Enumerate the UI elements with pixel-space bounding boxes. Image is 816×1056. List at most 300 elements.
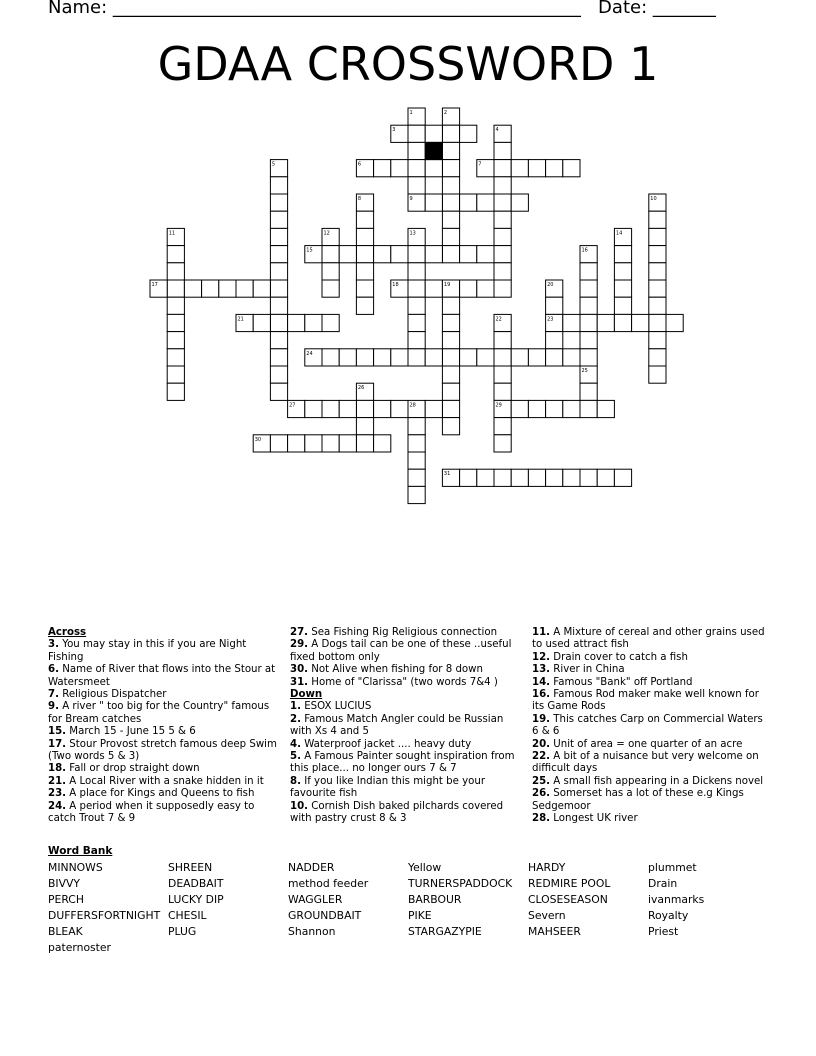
clue-text: Name of River that flows into the Stour at Watersmeet (48, 664, 276, 688)
down-clue (532, 714, 768, 739)
grid-cell[interactable] (408, 125, 425, 142)
clue-text: If you like Indian this might be your favourite fish (290, 775, 486, 800)
grid-cell[interactable] (270, 246, 287, 263)
grid-cell-number: 4 (495, 127, 499, 134)
grid-cell[interactable] (546, 400, 563, 417)
grid-cell[interactable] (649, 280, 666, 297)
grid-cell[interactable] (494, 211, 511, 228)
across-clue (290, 664, 524, 676)
down-clue (290, 801, 524, 826)
grid-cell[interactable] (288, 435, 305, 452)
grid-cell[interactable] (546, 349, 563, 366)
grid-cell[interactable] (494, 418, 511, 435)
grid-cell[interactable] (270, 383, 287, 400)
grid-cell[interactable] (356, 280, 373, 297)
grid-cell[interactable] (477, 246, 494, 263)
grid-cell[interactable] (391, 160, 408, 177)
clue-number: 11. (532, 627, 551, 638)
grid-cell[interactable] (408, 280, 425, 297)
clue-number: 15. (48, 726, 67, 738)
grid-cell[interactable] (442, 332, 459, 349)
clue-text: ESOX LUCIUS (300, 701, 372, 713)
grid-cell[interactable] (494, 263, 511, 280)
clue-text: A small fish appearing in a Dickens novel (550, 775, 764, 787)
grid-cell[interactable] (374, 160, 391, 177)
across-clue (48, 664, 280, 689)
grid-cell[interactable] (270, 280, 287, 297)
down-clue (532, 739, 768, 751)
grid-cell[interactable] (391, 246, 408, 263)
grid-cell[interactable] (270, 211, 287, 228)
grid-cell[interactable] (270, 177, 287, 194)
grid-cell[interactable] (477, 469, 494, 486)
clue-number: 16. (532, 689, 551, 701)
grid-cell[interactable] (391, 349, 408, 366)
grid-cell[interactable] (511, 400, 528, 417)
clue-text: Longest UK river (550, 813, 638, 825)
clue-text: Famous Match Angler could be Russian with Xs 4 and 5 (290, 713, 504, 738)
grid-cell[interactable] (477, 280, 494, 297)
grid-cell-number: 23 (547, 316, 554, 323)
clue-text: Stour Provost stretch famous deep Swim (Two words 5 & 3) (48, 738, 277, 763)
grid-cell[interactable] (219, 280, 236, 297)
grid-cell[interactable] (460, 280, 477, 297)
grid-cell[interactable] (288, 314, 305, 331)
grid-cell-number: 2 (443, 110, 448, 116)
grid-cell[interactable] (580, 383, 597, 400)
grid-cell[interactable] (425, 400, 442, 417)
grid-cell[interactable] (442, 142, 459, 159)
grid-cell[interactable] (666, 314, 683, 331)
down-clue (532, 776, 768, 788)
grid-cell[interactable] (425, 349, 442, 366)
grid-cell[interactable] (356, 435, 373, 452)
grid-cell-number: 6 (357, 161, 362, 168)
grid-cell[interactable] (442, 383, 459, 400)
grid-cell[interactable] (649, 332, 666, 349)
word-bank-word: method feeder (288, 877, 369, 890)
grid-cell[interactable] (528, 400, 545, 417)
clue-number: 1. (290, 701, 301, 713)
clue-number: 5. (290, 751, 301, 763)
word-bank-word: Priest (648, 925, 679, 938)
grid-cell[interactable] (374, 246, 391, 263)
across-heading: Across (48, 627, 87, 638)
word-bank-word: plummet (648, 861, 697, 874)
grid-cell[interactable] (511, 160, 528, 177)
grid-cell-number: 14 (615, 230, 623, 237)
clue-text: Fall or drop straight down (66, 763, 200, 775)
grid-cell[interactable] (597, 400, 614, 417)
grid-cell[interactable] (442, 418, 459, 435)
grid-cell-number: 1 (409, 110, 413, 116)
grid-cell[interactable] (167, 349, 184, 366)
grid-cell[interactable] (270, 314, 287, 331)
grid-cell-number: 21 (237, 316, 244, 323)
word-bank-word: BIVVY (48, 877, 80, 890)
grid-cell-number: 18 (392, 282, 399, 288)
grid-cell[interactable] (408, 177, 425, 194)
word-bank-word: Drain (648, 877, 678, 890)
down-clue (532, 652, 768, 664)
down-heading: Down (290, 689, 323, 701)
clue-text: A period when it supposedly easy to catch Trout 7 & 9 (48, 800, 255, 825)
grid-cell[interactable] (408, 469, 425, 486)
word-bank-word: ivanmarks (648, 893, 705, 906)
grid-cell[interactable] (270, 349, 287, 366)
grid-cell[interactable] (511, 349, 528, 366)
word-bank-word: WAGGLER (288, 893, 343, 906)
clue-number: 23. (48, 788, 67, 800)
across-clue (48, 726, 280, 738)
grid-cell[interactable] (614, 469, 631, 486)
clue-text: Cornish Dish baked pilchards covered with pastry crust 8 & 3 (290, 800, 504, 825)
grid-cell[interactable] (322, 435, 339, 452)
grid-cell[interactable] (442, 349, 459, 366)
grid-cell[interactable] (442, 297, 459, 314)
clue-number: 18. (48, 763, 67, 775)
grid-cell[interactable] (270, 263, 287, 280)
grid-cell[interactable] (184, 280, 201, 297)
clue-text: You may stay in this if you are Night Fishing (48, 639, 247, 663)
clue-text: Famous "Bank" off Portland (550, 676, 693, 688)
clue-text: Drain cover to catch a fish (550, 651, 688, 663)
grid-cell-number: 19 (443, 282, 451, 288)
grid-cell[interactable] (425, 280, 442, 297)
grid-cell[interactable] (408, 435, 425, 452)
grid-cell[interactable] (322, 314, 339, 331)
grid-cell[interactable] (494, 194, 511, 211)
grid-cell[interactable] (460, 469, 477, 486)
grid-cell[interactable] (356, 246, 373, 263)
grid-cell[interactable] (442, 160, 459, 177)
grid-cell[interactable] (408, 297, 425, 314)
grid-cell[interactable] (167, 366, 184, 383)
grid-cell[interactable] (460, 246, 477, 263)
word-bank (48, 860, 768, 956)
grid-cell[interactable] (494, 177, 511, 194)
clue-number: 9. (48, 701, 59, 713)
grid-cell-number: 10 (650, 196, 657, 202)
grid-cell[interactable] (563, 349, 580, 366)
grid-cell[interactable] (563, 160, 580, 177)
clue-text: Waterproof jacket .... heavy duty (300, 738, 472, 750)
word-bank-word: SHREEN (168, 861, 213, 874)
grid-cell[interactable] (580, 297, 597, 314)
grid-cell-number: 3 (392, 127, 396, 134)
clue-number: 3. (48, 639, 59, 651)
word-bank-word: TURNERSPADDOCK (408, 877, 513, 890)
grid-cell[interactable] (425, 125, 442, 142)
grid-cell[interactable] (167, 297, 184, 314)
grid-cell[interactable] (546, 469, 563, 486)
clue-text: Home of "Clarissa" (two words 7&4 ) (308, 676, 498, 688)
grid-cell[interactable] (442, 246, 459, 263)
clue-number: 21. (48, 775, 67, 787)
across-clue (290, 677, 524, 689)
grid-cell[interactable] (494, 383, 511, 400)
clue-number: 22. (532, 751, 551, 763)
grid-cell[interactable] (167, 332, 184, 349)
grid-cell[interactable] (614, 280, 631, 297)
grid-cell[interactable] (580, 280, 597, 297)
grid-cell[interactable] (494, 469, 511, 486)
grid-cell[interactable] (442, 366, 459, 383)
grid-cell[interactable] (270, 228, 287, 245)
puzzle-title: GDAA CROSSWORD 1 (157, 37, 659, 91)
grid-cell[interactable] (494, 435, 511, 452)
word-bank-word: PERCH (48, 893, 84, 906)
grid-cell[interactable] (528, 160, 545, 177)
grid-cell[interactable] (408, 418, 425, 435)
grid-cell[interactable] (580, 332, 597, 349)
grid-cell[interactable] (270, 194, 287, 211)
grid-cell[interactable] (425, 194, 442, 211)
clue-number: 13. (532, 664, 551, 676)
clue-number: 6. (48, 664, 59, 676)
across-clue (290, 627, 524, 639)
word-bank-heading: Word Bank (48, 845, 113, 857)
grid-cell[interactable] (270, 332, 287, 349)
grid-cell[interactable] (408, 142, 425, 159)
grid-cell[interactable] (546, 160, 563, 177)
name-date-line: Name: ____________________________________________________ Date: _______ (48, 0, 716, 18)
grid-cell[interactable] (494, 332, 511, 349)
down-clue (532, 677, 768, 689)
grid-cell[interactable] (270, 366, 287, 383)
across-clue (48, 763, 280, 775)
clue-text: A Mixture of cereal and other grains used to used attract fish (532, 627, 765, 651)
word-bank-word: GROUNDBAIT (288, 909, 362, 922)
clue-text: This catches Carp on Commercial Waters 6 & 6 (532, 713, 763, 738)
grid-cell[interactable] (391, 400, 408, 417)
grid-cell[interactable] (425, 160, 442, 177)
word-bank-word: REDMIRE POOL (528, 877, 611, 890)
grid-cell[interactable] (305, 314, 322, 331)
grid-cell-number: 11 (168, 230, 176, 237)
grid-cell-number: 29 (495, 402, 502, 409)
grid-cell[interactable] (339, 349, 356, 366)
grid-cell[interactable] (649, 366, 666, 383)
grid-cell[interactable] (339, 435, 356, 452)
clue-number: 30. (290, 664, 309, 676)
grid-cell[interactable] (580, 469, 597, 486)
clue-number: 14. (532, 676, 551, 688)
grid-cell[interactable] (270, 297, 287, 314)
grid-cell[interactable] (494, 246, 511, 263)
grid-cell[interactable] (580, 263, 597, 280)
grid-cell[interactable] (339, 400, 356, 417)
grid-cell[interactable] (632, 314, 649, 331)
grid-cell[interactable] (356, 211, 373, 228)
clue-number: 2. (290, 713, 301, 725)
grid-cell[interactable] (356, 400, 373, 417)
grid-cell[interactable] (546, 297, 563, 314)
grid-cell[interactable] (511, 469, 528, 486)
clue-text: March 15 - June 15 5 & 6 (66, 726, 196, 738)
grid-cell[interactable] (408, 486, 425, 503)
down-clue (290, 776, 524, 801)
grid-cell[interactable] (374, 400, 391, 417)
across-clue (48, 639, 280, 664)
grid-cell[interactable] (356, 349, 373, 366)
clue-number: 28. (532, 813, 551, 825)
grid-cell[interactable] (408, 160, 425, 177)
grid-cell[interactable] (442, 228, 459, 245)
grid-cell[interactable] (546, 332, 563, 349)
grid-cell-number: 30 (254, 436, 262, 443)
clue-number: 8. (290, 775, 301, 787)
grid-cell[interactable] (649, 349, 666, 366)
grid-cell[interactable] (305, 400, 322, 417)
grid-cell[interactable] (202, 280, 219, 297)
grid-cell[interactable] (356, 228, 373, 245)
grid-cell[interactable] (322, 349, 339, 366)
grid-cell[interactable] (408, 349, 425, 366)
clue-text: Unit of area = one quarter of an acre (550, 738, 743, 750)
grid-cell[interactable] (597, 314, 614, 331)
word-bank-word: STARGAZYPIE (408, 925, 482, 938)
grid-cell[interactable] (167, 314, 184, 331)
grid-cell[interactable] (442, 314, 459, 331)
across-clue (48, 689, 280, 701)
grid-cell[interactable] (528, 349, 545, 366)
grid-cell[interactable] (442, 194, 459, 211)
grid-cell-number: 5 (271, 161, 276, 168)
across-clue (48, 739, 280, 764)
grid-cell[interactable] (614, 263, 631, 280)
grid-cell[interactable] (253, 314, 270, 331)
grid-cell[interactable] (442, 211, 459, 228)
grid-cell[interactable] (649, 314, 666, 331)
grid-cell[interactable] (580, 314, 597, 331)
grid-cell[interactable] (442, 125, 459, 142)
clue-text: Religious Dispatcher (58, 689, 167, 701)
grid-cell[interactable] (580, 349, 597, 366)
grid-cell[interactable] (356, 263, 373, 280)
clue-text: A bit of a nuisance but very welcome on difficult days (532, 751, 759, 775)
down-clue (532, 627, 768, 652)
grid-cell[interactable] (408, 452, 425, 469)
clue-number: 26. (532, 788, 551, 800)
word-bank-word: NADDER (288, 861, 335, 874)
clue-number: 25. (532, 775, 551, 787)
grid-cell[interactable] (167, 246, 184, 263)
grid-cell[interactable] (649, 211, 666, 228)
grid-cell[interactable] (494, 142, 511, 159)
grid-cell[interactable] (614, 246, 631, 263)
grid-cell[interactable] (442, 177, 459, 194)
clue-number: 24. (48, 800, 67, 812)
grid-cell[interactable] (460, 349, 477, 366)
across-clue (48, 788, 280, 800)
across-clue (48, 801, 280, 826)
clue-number: 10. (290, 800, 309, 812)
grid-cell[interactable] (477, 194, 494, 211)
grid-cell[interactable] (494, 280, 511, 297)
grid-cell[interactable] (614, 314, 631, 331)
grid-cell-number: 7 (478, 161, 482, 168)
grid-cell[interactable] (167, 280, 184, 297)
word-bank-word: DEADBAIT (168, 877, 224, 890)
word-bank-word: HARDY (528, 861, 566, 874)
down-clue (532, 689, 768, 714)
clue-text: A place for Kings and Queens to fish (66, 788, 255, 800)
clue-number: 20. (532, 738, 551, 750)
grid-cell[interactable] (270, 435, 287, 452)
down-clue (290, 701, 524, 713)
grid-cell[interactable] (322, 280, 339, 297)
grid-cell-number: 15 (306, 247, 313, 254)
grid-cell[interactable] (649, 297, 666, 314)
down-clue (532, 664, 768, 676)
clue-text: A river " too big for the Country" famous for Bream catches (48, 701, 270, 725)
grid-cell[interactable] (356, 297, 373, 314)
down-clue (290, 739, 524, 751)
grid-cell[interactable] (460, 194, 477, 211)
grid-cell[interactable] (408, 246, 425, 263)
grid-cell[interactable] (511, 194, 528, 211)
grid-cell[interactable] (356, 418, 373, 435)
word-bank-word: CHESIL (168, 909, 207, 922)
grid-cell[interactable] (305, 435, 322, 452)
grid-cell[interactable] (374, 435, 391, 452)
grid-cell[interactable] (322, 400, 339, 417)
grid-cell[interactable] (460, 125, 477, 142)
grid-cell[interactable] (528, 469, 545, 486)
grid-cell[interactable] (563, 469, 580, 486)
grid-cell[interactable] (322, 246, 339, 263)
grid-cell[interactable] (477, 349, 494, 366)
word-bank-word: CLOSESEASON (528, 893, 608, 906)
grid-cell[interactable] (614, 297, 631, 314)
grid-cell-number: 22 (495, 316, 502, 323)
grid-cell[interactable] (408, 263, 425, 280)
across-clue (48, 701, 280, 726)
clue-number: 4. (290, 738, 301, 750)
grid-cell[interactable] (494, 160, 511, 177)
grid-cell-number: 20 (547, 282, 554, 288)
grid-cell-number: 27 (289, 402, 296, 409)
grid-cell[interactable] (408, 314, 425, 331)
grid-cell[interactable] (167, 383, 184, 400)
grid-cell[interactable] (236, 280, 253, 297)
grid-cell[interactable] (322, 263, 339, 280)
grid-cell[interactable] (167, 263, 184, 280)
word-bank-word: BLEAK (48, 925, 83, 938)
grid-cell-number: 8 (357, 196, 362, 202)
grid-cell[interactable] (253, 280, 270, 297)
grid-cell[interactable] (649, 228, 666, 245)
grid-cell[interactable] (563, 400, 580, 417)
grid-cell[interactable] (563, 314, 580, 331)
clue-number: 12. (532, 651, 551, 663)
grid-cell[interactable] (374, 349, 391, 366)
grid-cell[interactable] (494, 228, 511, 245)
grid-cell[interactable] (649, 263, 666, 280)
grid-cell[interactable] (425, 246, 442, 263)
clues-column-3 (532, 627, 768, 826)
grid-cell[interactable] (649, 246, 666, 263)
grid-cell[interactable] (339, 246, 356, 263)
grid-cell[interactable] (442, 400, 459, 417)
grid-cell[interactable] (597, 469, 614, 486)
word-bank-word: LUCKY DIP (168, 893, 224, 906)
grid-cell[interactable] (494, 366, 511, 383)
grid-cell[interactable] (408, 332, 425, 349)
grid-cell[interactable] (580, 400, 597, 417)
grid-cell[interactable] (494, 349, 511, 366)
